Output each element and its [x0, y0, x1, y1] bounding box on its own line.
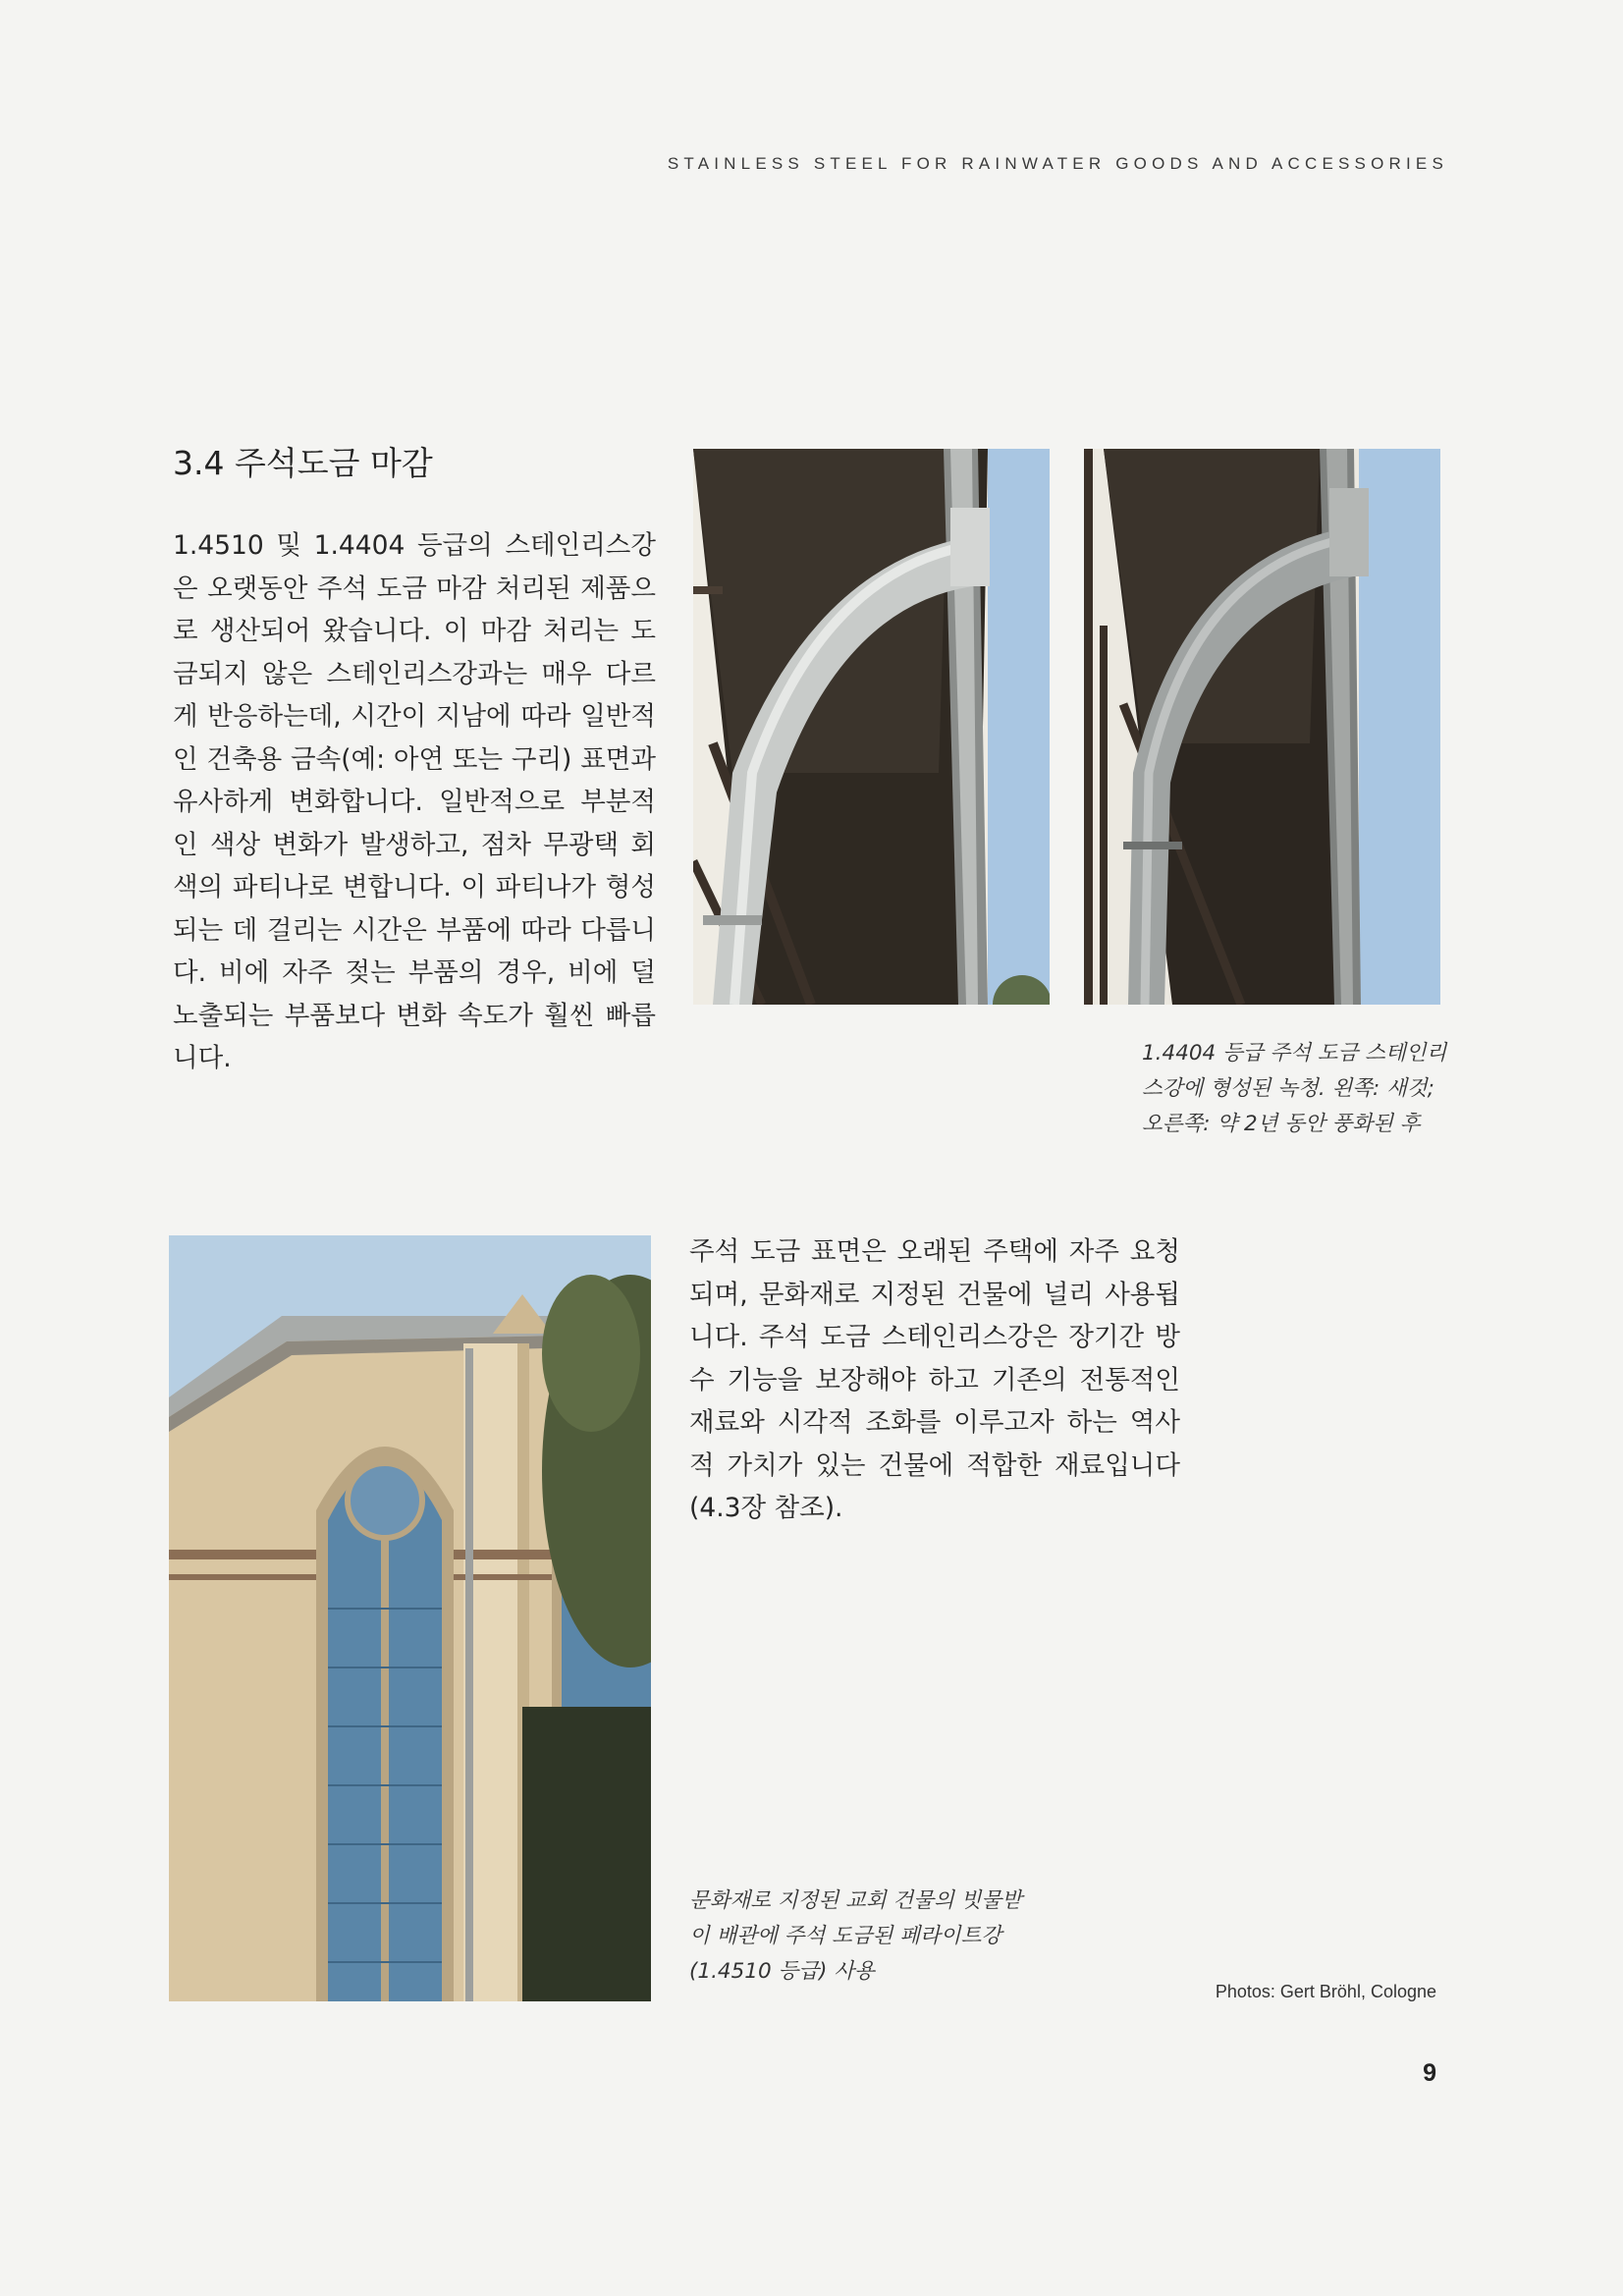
photo-church-building: [169, 1235, 651, 2001]
caption-downpipes: 1.4404 등급 주석 도금 스테인리스강에 형성된 녹청. 왼쪽: 새것; 오른쪽: 약 2년 동안 풍화된 후: [1142, 1041, 1447, 1136]
page-number: 9: [1423, 2059, 1436, 2087]
body-paragraph-tin-finish: 1.4510 및 1.4404 등급의 스테인리스강은 오랫동안 주석 도금 마감 처리된 제품으로 생산되어 왔습니다. 이 마감 처리는 도금되지 않은 스테인리스강과는 매우 다르게 반응하는데, 시간이 지남에 따라 일반적인 건축용 금속(예: 아연 또는 구리) 표면과 유사하게 변화합니다. 일반적으로 부분적인 색상 변화가 발생하고, 점차 무광택 회색의 파티나로 변합니다. 이 파티나가 형성되는 데 걸리는 시간은 부품에 따라 다릅니다. 비에 자주 젖는 부품의 경우, 비에 덜 노출되는 부품보다 변화 속도가 훨씬 빠릅니다.: [173, 530, 656, 1073]
photo-downpipe-new: [693, 449, 1050, 1005]
section-title: 3.4 주석도금 마감: [173, 444, 433, 482]
photo-downpipe-weathered: [1084, 449, 1440, 1005]
body-paragraph-heritage: 주석 도금 표면은 오래된 주택에 자주 요청되며, 문화재로 지정된 건물에 널리 사용됩니다. 주석 도금 스테인리스강은 장기간 방수 기능을 보장해야 하고 기존의 전통적인 재료와 시각적 조화를 이루고자 하는 역사적 가치가 있는 건물에 적합한 재료입니다(4.3장 참조).: [689, 1236, 1180, 1523]
photo-credit: Photos: Gert Bröhl, Cologne: [1215, 1982, 1436, 2001]
caption-church: 문화재로 지정된 교회 건물의 빗물받이 배관에 주석 도금된 페라이트강(1.4510 등급) 사용: [689, 1888, 1022, 1984]
running-header: STAINLESS STEEL FOR RAINWATER GOODS AND ACCESSORIES: [667, 154, 1448, 173]
